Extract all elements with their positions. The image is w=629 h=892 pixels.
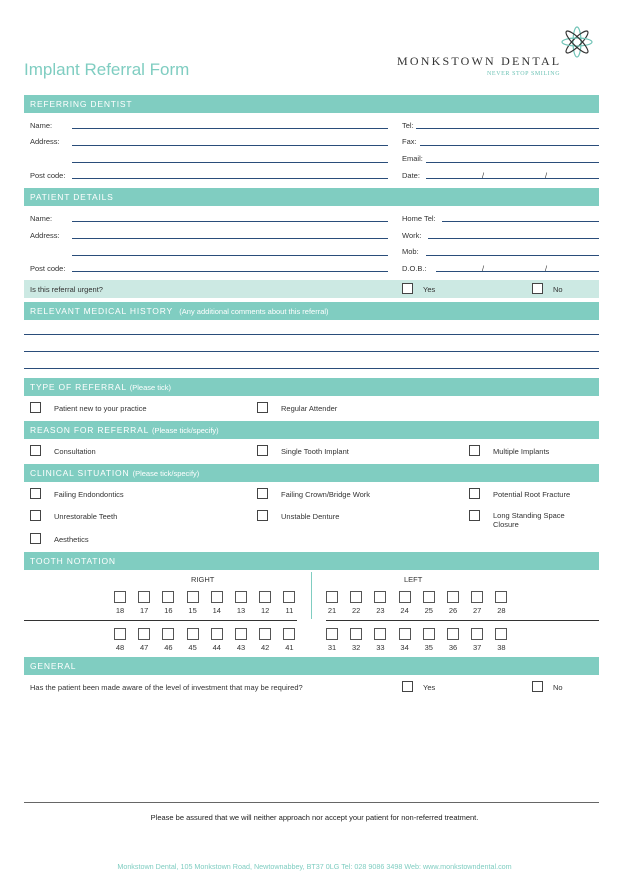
logo [395, 24, 595, 80]
non-referral-note: Please be assured that we will neither approach nor accept your patient for non-referred treatment. [150, 813, 479, 822]
failing-crown-label: Failing Crown/Bridge Work [281, 490, 371, 499]
tooth-number-label: 17 [140, 606, 149, 615]
investment-no-checkbox[interactable] [532, 681, 543, 692]
tooth-number-label: 42 [261, 643, 270, 652]
unstable-denture-label: Unstable Denture [281, 512, 340, 521]
tooth-number-label: 12 [261, 606, 270, 615]
dob-slash: / [482, 264, 485, 273]
urgent-no-checkbox[interactable] [532, 283, 543, 294]
dentist-date-label: Date: [402, 171, 420, 180]
regular-attender-label: Regular Attender [281, 404, 338, 413]
multiple-implants-label: Multiple Implants [493, 447, 550, 456]
dentist-fax-label: Fax: [402, 137, 417, 146]
tooth-number-label: 31 [327, 643, 337, 652]
section-subheading: (Please tick) [129, 383, 171, 392]
tooth-number-label: 22 [352, 606, 361, 615]
space-closure-label: Long Standing Space [493, 511, 565, 520]
tooth-45-checkbox[interactable] [187, 628, 199, 640]
investment-question: Has the patient been made aware of the level of investment that may be required? [30, 683, 303, 692]
tooth-number-label: 34 [400, 643, 409, 652]
failing-endodontics-label: Failing Endondontics [54, 490, 124, 499]
patient-address-field-2[interactable] [72, 255, 388, 256]
dob-slash: / [545, 264, 548, 273]
single-tooth-implant-checkbox[interactable] [257, 445, 268, 456]
tooth-number-label: 11 [285, 606, 294, 615]
date-slash: / [482, 171, 485, 180]
tooth-16-checkbox[interactable] [162, 591, 174, 603]
tooth-47-checkbox[interactable] [138, 628, 150, 640]
section-reason-for-referral [24, 421, 599, 439]
left-arch-divider [326, 620, 599, 621]
urgent-question: Is this referral urgent? [30, 285, 103, 294]
tooth-number-label: 47 [140, 643, 149, 652]
right-label: RIGHT [191, 575, 215, 584]
tooth-18-checkbox[interactable] [114, 591, 126, 603]
dentist-address-label: Address: [30, 137, 60, 146]
tooth-43-checkbox[interactable] [235, 628, 247, 640]
section-medical-history [24, 302, 599, 320]
patient-work-field[interactable] [428, 238, 599, 239]
aesthetics-label: Aesthetics [54, 535, 89, 544]
investment-yes-label: Yes [423, 683, 436, 692]
unrestorable-teeth-checkbox[interactable] [30, 510, 41, 521]
tooth-number-label: 15 [188, 606, 197, 615]
dentist-name-label: Name: [30, 121, 53, 130]
patient-mob-label: Mob: [402, 247, 419, 256]
logo-tagline: NEVER STOP SMILING [487, 71, 561, 77]
tooth-15-checkbox[interactable] [187, 591, 199, 603]
medical-history-line-3[interactable] [24, 368, 599, 369]
tooth-44-checkbox[interactable] [211, 628, 223, 640]
new-patient-checkbox[interactable] [30, 402, 41, 413]
patient-work-label: Work: [402, 231, 422, 240]
section-referring-dentist [24, 95, 599, 113]
right-arch-divider [24, 620, 297, 621]
section-subheading: (Please tick/specify) [151, 426, 219, 435]
tooth-number-label: 44 [212, 643, 221, 652]
tooth-41-checkbox[interactable] [283, 628, 295, 640]
dentist-tel-field[interactable] [416, 128, 599, 129]
consultation-checkbox[interactable] [30, 445, 41, 456]
tooth-25-checkbox[interactable] [423, 591, 435, 603]
tooth-number-label: 28 [497, 606, 506, 615]
tooth-number-label: 33 [376, 643, 385, 652]
tooth-number-label: 26 [448, 606, 458, 615]
tooth-27-checkbox[interactable] [471, 591, 483, 603]
patient-postcode-label: Post code: [30, 264, 66, 273]
flower-logo-icon [559, 24, 595, 60]
patient-postcode-field[interactable] [72, 271, 388, 272]
root-fracture-label: Potential Root Fracture [493, 490, 571, 499]
section-subheading: (Any additional comments about this referral) [179, 307, 329, 316]
tooth-number-label: 18 [115, 606, 125, 615]
medical-history-line-1[interactable] [24, 334, 599, 335]
dentist-address-field-1[interactable] [72, 145, 388, 146]
dentist-address-field-2[interactable] [72, 162, 388, 163]
tooth-23-checkbox[interactable] [374, 591, 386, 603]
tooth-21-checkbox[interactable] [326, 591, 338, 603]
tooth-number-label: 35 [424, 643, 433, 652]
patient-dob-label: D.O.B.: [402, 264, 427, 273]
left-label: LEFT [404, 575, 423, 584]
investment-no-label: No [553, 683, 563, 692]
urgent-row [24, 280, 599, 298]
tooth-34-checkbox[interactable] [399, 628, 411, 640]
tooth-number-label: 43 [236, 643, 246, 652]
tooth-number-label: 27 [473, 606, 482, 615]
tooth-42-checkbox[interactable] [259, 628, 271, 640]
section-heading: RELEVANT MEDICAL HISTORY [30, 306, 173, 316]
dentist-date-field[interactable] [426, 178, 599, 179]
tooth-number-label: 13 [236, 606, 246, 615]
tooth-number-label: 45 [188, 643, 197, 652]
tooth-12-checkbox[interactable] [259, 591, 271, 603]
unstable-denture-checkbox[interactable] [257, 510, 268, 521]
tooth-number-label: 23 [376, 606, 385, 615]
footer-divider [24, 802, 599, 803]
tooth-31-checkbox[interactable] [326, 628, 338, 640]
section-heading: GENERAL [30, 661, 77, 671]
dentist-tel-label: Tel: [402, 121, 414, 130]
dentist-email-field[interactable] [426, 162, 599, 163]
tooth-38-checkbox[interactable] [495, 628, 507, 640]
failing-crown-checkbox[interactable] [257, 488, 268, 499]
tooth-number-label: 41 [285, 643, 294, 652]
dentist-postcode-field[interactable] [72, 178, 388, 179]
patient-name-field[interactable] [72, 221, 388, 222]
regular-attender-checkbox[interactable] [257, 402, 268, 413]
tooth-number-label: 38 [497, 643, 506, 652]
consultation-label: Consultation [54, 447, 96, 456]
urgent-no-label: No [553, 285, 563, 294]
urgent-yes-checkbox[interactable] [402, 283, 413, 294]
tooth-number-label: 32 [352, 643, 361, 652]
patient-dob-field[interactable] [436, 271, 599, 272]
unrestorable-teeth-label: Unrestorable Teeth [54, 512, 118, 521]
section-heading: PATIENT DETAILS [30, 192, 114, 202]
tooth-number-label: 21 [327, 606, 337, 615]
patient-address-label: Address: [30, 231, 60, 240]
section-patient-details [24, 188, 599, 206]
tooth-26-checkbox[interactable] [447, 591, 459, 603]
section-tooth-notation [24, 552, 599, 570]
tooth-number-label: 46 [164, 643, 173, 652]
patient-mob-field[interactable] [426, 255, 599, 256]
medical-history-line-2[interactable] [24, 351, 599, 352]
tooth-17-checkbox[interactable] [138, 591, 150, 603]
tooth-36-checkbox[interactable] [447, 628, 459, 640]
tooth-14-checkbox[interactable] [211, 591, 223, 603]
dentist-name-field[interactable] [72, 128, 388, 129]
investment-yes-checkbox[interactable] [402, 681, 413, 692]
dentist-postcode-label: Post code: [30, 171, 66, 180]
tooth-number-label: 24 [400, 606, 409, 615]
patient-name-label: Name: [30, 214, 53, 223]
date-slash: / [545, 171, 548, 180]
logo-name: MONKSTOWN DENTAL [397, 54, 562, 68]
tooth-number-label: 48 [115, 643, 125, 652]
footer-contact: Monkstown Dental, 105 Monkstown Road, Newtownabbey, BT37 0LG Tel: 028 9086 3498 Web: www.monkstowndental.com [117, 862, 512, 871]
tooth-28-checkbox[interactable] [495, 591, 507, 603]
section-heading: REFERRING DENTIST [30, 99, 133, 109]
tooth-number-label: 14 [212, 606, 221, 615]
space-closure-label-2: Closure [493, 520, 519, 529]
tooth-13-checkbox[interactable] [235, 591, 247, 603]
section-clinical-situation [24, 464, 599, 482]
tooth-number-label: 36 [448, 643, 458, 652]
tooth-number-label: 37 [473, 643, 482, 652]
tooth-33-checkbox[interactable] [374, 628, 386, 640]
tooth-number-label: 16 [164, 606, 173, 615]
single-tooth-implant-label: Single Tooth Implant [281, 447, 349, 456]
dentist-email-label: Email: [402, 154, 423, 163]
space-closure-checkbox[interactable] [469, 510, 480, 521]
urgent-yes-label: Yes [423, 285, 436, 294]
patient-address-field-1[interactable] [72, 238, 388, 239]
section-heading: TOOTH NOTATION [30, 556, 116, 566]
tooth-32-checkbox[interactable] [350, 628, 362, 640]
section-subheading: (Please tick/specify) [132, 469, 200, 478]
section-general [24, 657, 599, 675]
root-fracture-checkbox[interactable] [469, 488, 480, 499]
tooth-22-checkbox[interactable] [350, 591, 362, 603]
tooth-46-checkbox[interactable] [162, 628, 174, 640]
section-type-of-referral [24, 378, 599, 396]
tooth-24-checkbox[interactable] [399, 591, 411, 603]
tooth-48-checkbox[interactable] [114, 628, 126, 640]
tooth-11-checkbox[interactable] [283, 591, 295, 603]
dentist-fax-field[interactable] [420, 145, 599, 146]
section-heading: REASON FOR REFERRAL [30, 425, 149, 435]
section-heading: CLINICAL SITUATION [30, 468, 130, 478]
failing-endodontics-checkbox[interactable] [30, 488, 41, 499]
patient-hometel-label: Home Tel: [402, 214, 436, 223]
section-heading: TYPE OF REFERRAL [30, 382, 127, 392]
tooth-35-checkbox[interactable] [423, 628, 435, 640]
midline-divider [311, 572, 312, 619]
tooth-37-checkbox[interactable] [471, 628, 483, 640]
form-title: Implant Referral Form [24, 60, 190, 79]
patient-hometel-field[interactable] [442, 221, 599, 222]
aesthetics-checkbox[interactable] [30, 533, 41, 544]
tooth-number-label: 25 [424, 606, 433, 615]
multiple-implants-checkbox[interactable] [469, 445, 480, 456]
new-patient-label: Patient new to your practice [54, 404, 147, 413]
